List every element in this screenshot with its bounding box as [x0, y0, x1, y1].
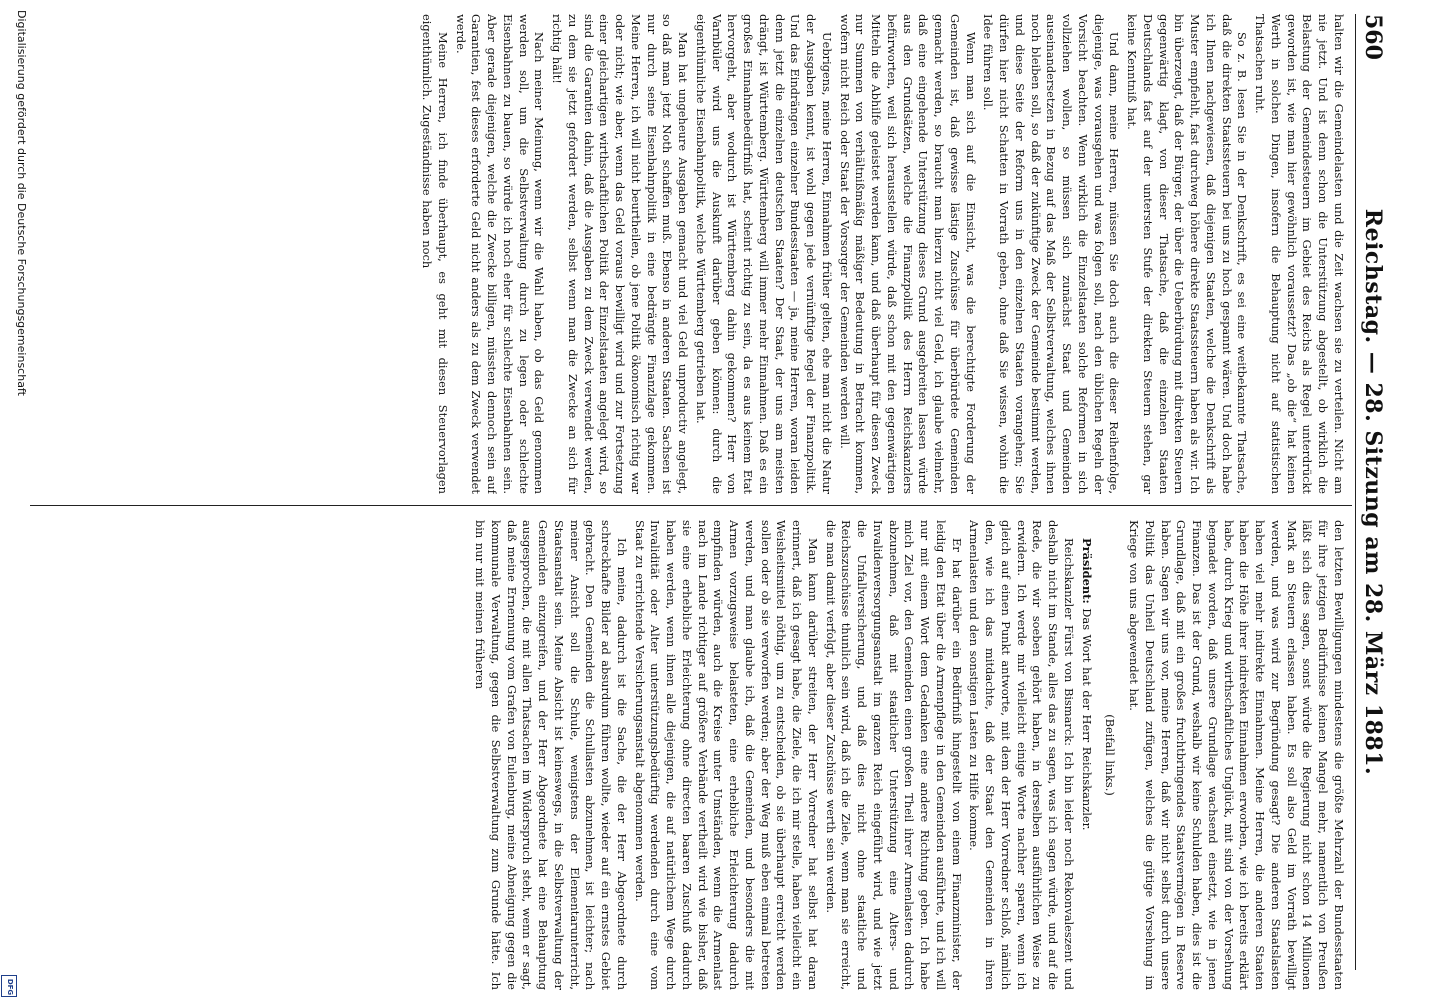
paragraph: halten wir die Gemeindelasten und die Zeit wachsen sie zu verteilen. Nicht am nie jetzt. Und ist denn schon die Unterstützung abgestellt, ob wirklich die Belastung der Gemeindesteuern im Gebiet des Reichs als Regel unterdrückt geworden ist, wie man hier gewöhnlich voraussetzt? Das „ob die“ hat keinen Werth in solchen Dingen, insofern die Behauptung nicht auf statistischen Thatsachen ruht.: [1253, 14, 1346, 494]
paragraph: den letzten Bewilligungen mindestens die größte Mehrzahl der Bundesstaaten für ihre jetzigen Bedürfnisse keinen Mangel mehr, namentlich von Preußen läßt sich dies sagen, sonst würde die Regierung nicht schon 14 Millionen Mark an Steuern erlassen haben. Es soll also Geld im Vorrath bewilligt werden, und was wird zur Begründung gesagt? Die anderen Staatslasten haben viel mehr indirekte Einnahmen. Meine Herren, die anderen Staaten haben die Höhe ihrer indirekten Einnahmen erworben, wie ich bereits erklärt habe, durch Krieg und wirthschaftliches Unglück, mit sind von der Vorsehung begnadet worden, daß unsere Grundlage wachsend einsetzt, wie in jenen Finanzen. Das ist der Grund, weshalb wir keine Schulden haben, dies ist die Grundlage, daß mit ein großes fruchtbringendes Staatsvermögen in Reserve haben. Sagen wir uns vor, meine Herren, daß wir nicht selbst durch unsere Politik das Unheil Deutschland zufügen, welches die gütige Vorsehung im Kriege von uns abgewendet hat.: [1127, 520, 1346, 990]
footer-credit: Digitalisierung gefördert durch die Deutsche Forschungsgemeinschaft: [15, 10, 28, 396]
president-line: [1078, 520, 1094, 990]
applause-note: (Beifall links.): [1103, 714, 1118, 796]
digitization-footer: [10, 10, 30, 990]
paragraph: Und dann, meine Herren, müssen Sie doch auch die dieser Reihenfolge, diejenige, was vorausgehen und was folgen soll, nach den üblichen Regeln der Vorsicht beachten. Wenn wirklich die Einzelstaaten solche Reformen in sich vollziehen wollen, so müssen sich zunächst Staat und Gemeinden auseinandersetzen in Bezug auf das Maß der Selbstverwaltung, welches ihnen noch bleiben soll, so daß der zukünftige Zweck der Gemeinde bestimmt werden, und diese Seite der Reform uns in den einzelnen Staaten vorangehen; Sie dürfen hier nicht Schatten in Vorrath geben, ohne daß Sie wissen, wohin die Idee führen soll.: [981, 14, 1122, 494]
paragraph: So z. B. lesen Sie in der Denkschrift, es sei eine weitbekannte Thatsache, daß die direkten Staatssteuern bei uns zu hoch gespannt wären. Und doch habe ich Ihnen nachgewiesen, daß diejenigen Staaten, welche die Denkschrift als Muster empfiehlt, fast durchweg höhere direkte Staatssteuern haben als wir. Ich bin überzeugt, daß der Bürger, der über die Ueberbürdung mit direkten Steuern gegenwärtig klagt, von dieser Thatsache, daß die einzelnen Staaten Deutschlands fast auf der untersten Stufe der direkten Steuern stehen, gar keine Kenntniß hat.: [1125, 14, 1250, 494]
paragraph: Man kann darüber streiten, der Herr Vorredner hat selbst hat daran erinnert, daß ich gesagt habe, die Ziele, die ich mir stelle, haben vielleicht ein Weisheitsmittel nöthig, um zu entscheiden, ob sie überhaupt erreicht werden sollen oder ob sie verworfen werden; aber der Weg muß eben einmal betreten werden, und man glaube ich, daß die Gemeinden, und besonders die mit Armen vorzugsweise belasteten, eine erhebliche Erleichterung dadurch empfinden würden, auch die Kreise unter Umständen, wenn die Armenlast nach im Lande richtiger auf größere Verbände vertheilt wird wie bisher, daß sie eine erhebliche Erleichterung ohne directen baaren Zuschuß dadurch haben werden, wenn ihnen alle diejenigen, die auf natürlichem Wege durch Invalidität oder Alter unterstützungsbedürftig werdenden durch eine vom Staat zu errichtende Versicherungsanstalt abgenommen werden.: [632, 520, 820, 990]
speaker-name: Präsident:: [1079, 538, 1094, 604]
dfg-logo: [1, 975, 17, 997]
dfg-logo-text: DFG: [6, 978, 15, 996]
paragraph: Meine Herren, ich finde überhaupt, es geht mit diesen Steuervorlagen eigenthümlich. Zugeständnisse haben noch: [420, 14, 450, 494]
paragraph: Wenn man sich auf die Einsicht, was die berechtigte Forderung der Gemeinden ist, daß gewisse lästige Zuschüsse für überbürdete Gemeinden gemacht werden, so braucht man hierzu nicht viel Geld, ich glaube vielmehr, daß eine eingehende Unterstützung dieses Grund ausgebreiten lassen würde aus den Grundsätzen, welche die Finanzpolitik des Herrn Reichskanzlers befürworten, weil sich herausstellen würde, daß schon mit den gegenwärtigen Mitteln die Abhilfe geleistet werden kann, und daß überhaupt für diesen Zweck nur Summen von verhältnißmäßig mäßiger Bedeutung in Betracht kommen, wofern nicht Reich oder Staat der Vorsorger der Gemeinden werden will.: [837, 14, 978, 494]
left-column: [40, 14, 1346, 494]
paragraph: Man hat ungeheure Ausgaben gemacht und viel Geld unproductiv angelegt, so daß man jetzt Noth schaffen muß. Ebenso in anderen Staaten. Sachsen ist nur durch seine Eisenbahnpolitik in eine bedrängte Finanzlage gekommen. Meine Herren, ich will nicht beurtheilen, ob jene Politik ökonomisch richtig war oder nicht; wie aber, wenn das Geld voraus bewilligt wird und zur Fortsetzung einer gleichartigen wirthschaftlichen Politik der Einzelstaaten angelegt wird, so sind die Garantien dahin, daß die Ausgaben zu dem Zweck verwendet werden, zu dem sie jetzt gefordert werden, selbst wenn man die Zwecke an sich für richtig hält!: [550, 14, 691, 494]
paragraph: Nach meiner Meinung, wenn wir die Wahl haben, ob das Geld genommen werden soll, um die Selbstverwaltung durch zu legen oder schlechte Eisenbahnen zu bauen, so würde ich noch eher für schlechte Eisenbahnen sein. Aber gerade diejenigen, welche die Zwecke billigen, müssten dennoch sein auf Garantien, fest dieses erforderte Geld nicht anders als zu dem Zweck verwendet werde.: [453, 14, 547, 494]
column-divider: [30, 505, 1352, 506]
paragraph: Er hat darüber ein Bedürfniß hingestellt von einem Finanzminister, der leidig den Etat über die Armenpflege in den Gemeinden ausführte, und ich will nur mit einem Wort dem Gedanken eine andere Richtung geben. Ich habe mich Ziel vor, den Gemeinden einen großen Theil ihrer Armenlasten dadurch abzunehmen, daß mit staatlicher Unterstützung eine Alters- und Invalidenversorgungsanstalt im ganzen Reich eingeführt wird, und wie jetzt die Unfallversicherung, und daß dies nicht ohne staatliche und Reichszuschüsse thunlich sein wird, daß ich die Ziele, wenn man sie erreicht, die man damit verfolgt, aber dieser Zuschüsse werth sein werden.: [823, 520, 964, 990]
page-title: Reichstag. — 28. Sitzung am 28. März 1881.: [1360, 208, 1386, 776]
president-text: Das Wort hat der Herr Reichskanzler.: [1079, 608, 1094, 831]
right-column: [40, 520, 1346, 990]
paragraph: Ich meine, dadurch ist die Sache, die der Herr Abgeordnete durch schreckhafte Bilder ad absurdum führen wollte, wieder auf ein ernstes Gebiet gebracht. Den Gemeinden die Schullasten abzunehmen, ist leichter; nach meiner Ansicht soll die Schule, wenigstens der Elementarunterricht, Staatsanstalt sein. Meine Absicht ist keineswegs, in die Selbstverwaltung der Gemeinden einzugreifen, und der Herr Abgeordnete hat eine Behauptung ausgesprochen, die mit allen Thatsachen im Widerspruch steht, wenn er sagt, daß meine Ernennung vom Grafen von Eulenburg, meine Abneigung gegen die kommunale Verwaltung, gegen die Selbstverwaltung zum Grunde hätte. Ich bin nur mit meinen früheren: [473, 520, 629, 990]
paragraph: Uebrigens, meine Herren, Einnahmen früher gelten, ehe man nicht die Natur der Ausgaben kennt, ist wohl gegen jede vernünftige Regel der Finanzpolitik. Und das Eindrängen einzelner Bundesstaaten — ja, meine Herren, woran leiden denn jetzt die einzelnen deutschen Staaten? Der Staat, der uns am meisten drängt, ist Württemberg. Württemberg will immer mehr Einnahmen. Daß es ein großes Einnahmebedürfniß hat, scheint richtig zu sein, da es aus keinem Etat hervorgeht, aber wodurch ist Württemberg dahin gekommen? Herr von Varnbüler wird uns die Auskunft darüber geben können: durch die eigenthümliche Eisenbahnpolitik, welche Württemberg getrieben hat.: [694, 14, 834, 494]
paragraph: Reichskanzler Fürst von Bismarck: Ich bin leider noch Rekonvaleszent und deshalb nicht im Stande, alles das zu sagen, was ich sagen würde, und auf die Rede, die wir soeben gehört haben, in derselben ausführlichen Weise zu erwidern. Ich werde mir vielleicht einige Worte nachher sparen, wenn ich gleich auf einen Punkt antworte, mit dem der Herr Vorredner schloß, nämlich den, wie ich das mitdachte, daß der Staat den Gemeinden in ihren Armenlasten und den sonstigen Lasten zu Hilfe komme.: [967, 520, 1076, 990]
page-header: [1355, 14, 1392, 970]
page-number: 560: [1360, 14, 1386, 60]
